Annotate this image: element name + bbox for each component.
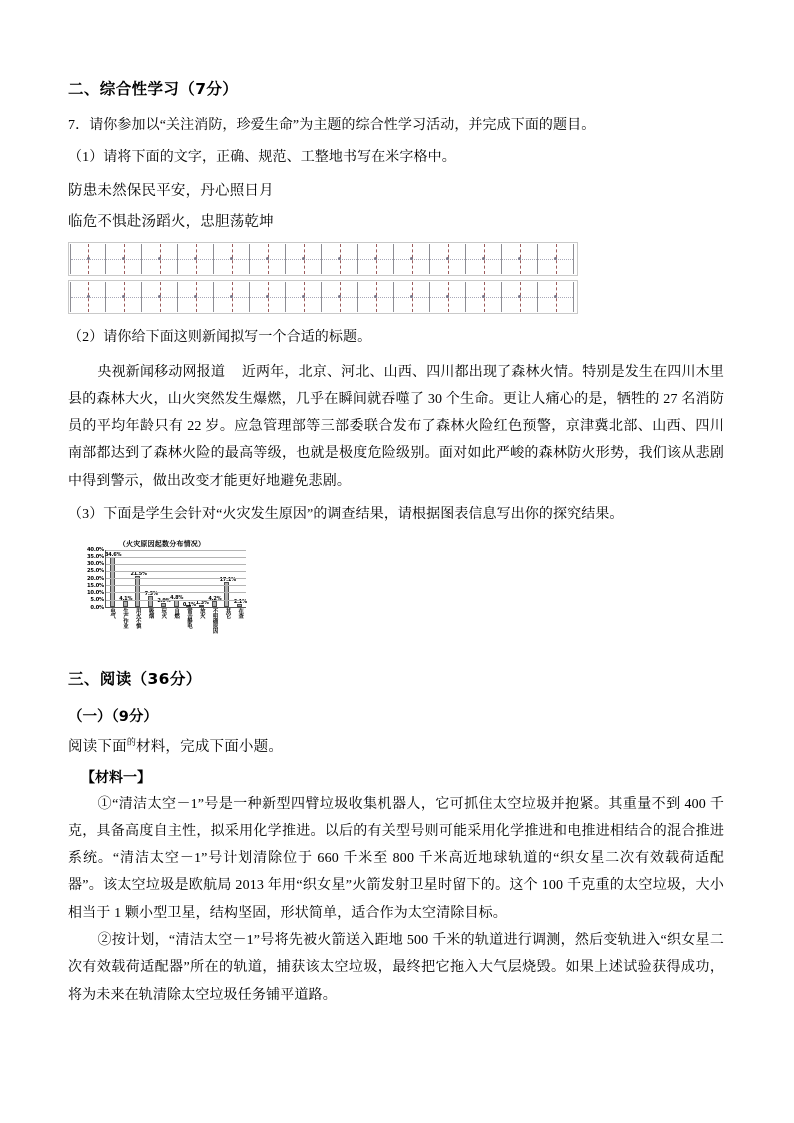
mizige-horizontal-line — [466, 297, 501, 298]
chart-x-tick-label: 电气 — [109, 607, 116, 618]
mizige-cell[interactable] — [466, 282, 502, 312]
mizige-vertical-line — [448, 282, 449, 312]
question-7-2-prompt: （2）请你给下面这则新闻拟写一个合适的标题。 — [68, 329, 372, 345]
chart-gridline — [106, 571, 246, 572]
mizige-horizontal-line — [358, 297, 393, 298]
chart-x-tick-label: 生产作业 — [121, 607, 128, 628]
section-3-part-1-heading: （一）（9分） — [68, 708, 158, 725]
mizige-center-dot — [410, 295, 413, 298]
mizige-horizontal-line — [394, 297, 429, 298]
mizige-center-dot — [122, 257, 125, 260]
chart-x-tick-label: 玩火 — [160, 607, 167, 618]
mizige-horizontal-line — [286, 297, 321, 298]
mizige-center-dot — [266, 257, 269, 260]
mizige-center-dot — [446, 257, 449, 260]
mizige-cell[interactable] — [502, 282, 538, 312]
mizige-cell[interactable] — [430, 282, 466, 312]
mizige-cell[interactable] — [214, 244, 250, 274]
chart-x-tick-label: 雷击静电 — [185, 607, 192, 628]
instruction-text-a: 阅读下面 — [68, 738, 127, 755]
news-source: 央视新闻移动网报道 — [97, 364, 226, 380]
mizige-cell[interactable] — [250, 282, 286, 312]
chart-x-tick-label: 其它 — [224, 607, 231, 618]
chart-bar-value-label: 17.1% — [219, 577, 236, 584]
mizige-horizontal-line — [502, 259, 537, 260]
chart-y-tick-label: 40.0% — [87, 546, 104, 553]
chart-x-tick-label: 放火 — [198, 607, 205, 618]
mizige-center-dot — [446, 295, 449, 298]
chart-gridline — [106, 578, 246, 579]
mizige-cell[interactable] — [358, 244, 394, 274]
chart-x-tick-label: 在查 — [237, 607, 244, 618]
section-3-heading: 三、阅读（36分） — [68, 669, 202, 688]
mizige-horizontal-line — [142, 297, 177, 298]
mizige-vertical-line — [376, 282, 377, 312]
instruction-text-b: 材料，完成下面小题。 — [136, 738, 284, 755]
mizige-horizontal-line — [142, 259, 177, 260]
mizige-center-dot — [338, 295, 341, 298]
chart-bar-value-label: 4.8% — [170, 594, 184, 601]
mizige-center-dot — [482, 257, 485, 260]
mizige-center-dot — [374, 257, 377, 260]
mizige-cell[interactable] — [466, 244, 502, 274]
mizige-vertical-line — [232, 282, 233, 312]
mizige-horizontal-line — [322, 297, 357, 298]
mizige-vertical-line — [484, 282, 485, 312]
chart-gridline — [106, 550, 246, 551]
mizige-center-dot — [230, 257, 233, 260]
mizige-vertical-line — [556, 244, 557, 274]
mizige-cell[interactable] — [286, 282, 322, 312]
mizige-center-dot — [194, 257, 197, 260]
mizige-horizontal-line — [322, 259, 357, 260]
mizige-center-dot — [374, 295, 377, 298]
chart-bar-value-label: 4.2% — [208, 595, 222, 602]
mizige-vertical-line — [304, 282, 305, 312]
couplet-line-1: 防患未然保民平安，丹心照日月 — [68, 182, 274, 199]
chart-plot-area — [78, 546, 247, 611]
mizige-horizontal-line — [502, 297, 537, 298]
chart-bar-value-label: 21.5% — [130, 571, 147, 578]
mizige-horizontal-line — [358, 259, 393, 260]
mizige-cell[interactable] — [286, 244, 322, 274]
mizige-cell[interactable] — [70, 244, 106, 274]
mizige-vertical-line — [520, 244, 521, 274]
mizige-row[interactable] — [68, 242, 578, 276]
mizige-center-dot — [122, 295, 125, 298]
mizige-horizontal-line — [106, 297, 141, 298]
mizige-vertical-line — [124, 282, 125, 312]
mizige-horizontal-line — [286, 259, 321, 260]
question-7-3-prompt: （3）下面是学生会针对“火灾发生原因”的调查结果，请根据图表信息写出你的探究结果。 — [68, 507, 624, 523]
mizige-horizontal-line — [178, 259, 213, 260]
mizige-cell[interactable] — [322, 244, 358, 274]
chart-bar-value-label: 1.3% — [195, 599, 209, 606]
mizige-vertical-line — [160, 282, 161, 312]
mizige-center-dot — [266, 295, 269, 298]
mizige-cell[interactable] — [106, 244, 142, 274]
chart-y-tick-label: 10.0% — [87, 590, 104, 597]
mizige-vertical-line — [88, 282, 89, 312]
chart-bar — [174, 600, 179, 607]
mizige-cell[interactable] — [430, 244, 466, 274]
chart-x-axis — [105, 608, 246, 640]
mizige-vertical-line — [376, 244, 377, 274]
chart-gridline — [106, 592, 246, 593]
mizige-center-dot — [554, 295, 557, 298]
mizige-vertical-line — [304, 244, 305, 274]
mizige-vertical-line — [196, 282, 197, 312]
superscript-de: 的 — [126, 737, 137, 748]
mizige-cell[interactable] — [322, 282, 358, 312]
material-one-tag: 【材料一】 — [81, 770, 151, 786]
mizige-vertical-line — [268, 282, 269, 312]
mizige-vertical-line — [232, 244, 233, 274]
question-7-stem: 7．请你参加以“关注消防，珍爱生命”为主题的综合性学习活动，并完成下面的题目。 — [68, 118, 596, 134]
mizige-horizontal-line — [106, 259, 141, 260]
mizige-center-dot — [518, 295, 521, 298]
chart-gridline — [106, 600, 246, 601]
chart-bar-value-label: 7.3% — [144, 591, 158, 598]
mizige-cell[interactable] — [142, 244, 178, 274]
mizige-cell[interactable] — [106, 282, 142, 312]
mizige-horizontal-line — [538, 297, 573, 298]
mizige-cell[interactable] — [214, 282, 250, 312]
mizige-vertical-line — [268, 244, 269, 274]
mizige-vertical-line — [88, 244, 89, 274]
material-paragraph-2 — [68, 927, 724, 1009]
mizige-horizontal-line — [250, 297, 285, 298]
mizige-center-dot — [554, 257, 557, 260]
mizige-horizontal-line — [466, 259, 501, 260]
chart-x-tick-label: 用火不慎 — [134, 607, 141, 628]
chart-y-axis — [78, 546, 105, 611]
chart-gridline — [106, 564, 246, 565]
section-2-heading: 二、综合性学习（7分） — [68, 80, 239, 98]
mizige-vertical-line — [412, 282, 413, 312]
mizige-vertical-line — [520, 282, 521, 312]
mizige-center-dot — [302, 295, 305, 298]
material-paragraph-1 — [68, 791, 724, 927]
chart-x-tick-label: 自燃 — [173, 607, 180, 618]
mizige-vertical-line — [412, 244, 413, 274]
chart-bar — [148, 596, 153, 606]
mizige-horizontal-line — [430, 259, 465, 260]
news-paragraph — [68, 359, 724, 495]
mizige-horizontal-line — [250, 259, 285, 260]
chart-gridline — [106, 585, 246, 586]
chart-bar-value-label: 34.6% — [104, 552, 122, 559]
chart-plot — [105, 550, 246, 608]
mizige-vertical-line — [124, 244, 125, 274]
chart-y-tick-label: 35.0% — [87, 553, 104, 560]
mizige-horizontal-line — [394, 259, 429, 260]
news-body: 近两年，北京、河北、山西、四川都出现了森林火情。特别是发生在四川木里县的森林大火，山火突然发生爆燃，几乎在瞬间就吞噬了 30 个生命。更让人痛心的是，牺牲的 27 名消防员的平均年龄只有 22 岁。应急管理部等三部委联合发布了森林火险红色预警，京津冀北部、山西、四川南部都达到了森林火险的最高等级，也就是极度危险级别。面对如此严峻的森林防火形势，我们该从悲剧中得到警示，做出改变才能更好地避免悲剧。 — [68, 364, 724, 489]
mizige-cell[interactable] — [394, 282, 430, 312]
mizige-horizontal-line — [538, 259, 573, 260]
mizige-cell[interactable] — [538, 282, 574, 312]
mizige-vertical-line — [448, 244, 449, 274]
mizige-horizontal-line — [214, 297, 249, 298]
mizige-center-dot — [482, 295, 485, 298]
mizige-center-dot — [87, 295, 90, 298]
chart-x-tick-label: 吸烟 — [147, 607, 154, 618]
mizige-cell[interactable] — [178, 244, 214, 274]
chart-bar-value-label: 4.1% — [119, 595, 133, 602]
chart-bar-value-label: 0.1% — [182, 601, 196, 608]
mizige-center-dot — [338, 257, 341, 260]
chart-y-tick-label: 30.0% — [87, 561, 104, 568]
mizige-horizontal-line — [71, 259, 105, 260]
chart-y-tick-label: 0.0% — [90, 604, 104, 611]
chart-y-tick-label: 25.0% — [87, 568, 104, 575]
chart-x-tick-label: 不明确原因 — [211, 607, 218, 633]
chart-gridline — [106, 557, 246, 558]
mizige-vertical-line — [484, 244, 485, 274]
mizige-center-dot — [230, 295, 233, 298]
mizige-horizontal-line — [430, 297, 465, 298]
mizige-center-dot — [158, 295, 161, 298]
mizige-vertical-line — [196, 244, 197, 274]
mizige-cell[interactable] — [178, 282, 214, 312]
mizige-vertical-line — [160, 244, 161, 274]
mizige-vertical-line — [340, 282, 341, 312]
chart-y-tick-label: 20.0% — [87, 575, 104, 582]
mizige-center-dot — [302, 257, 305, 260]
chart-y-tick-label: 5.0% — [90, 597, 104, 604]
mizige-grid — [68, 242, 724, 314]
mizige-center-dot — [410, 257, 413, 260]
mizige-cell[interactable] — [358, 282, 394, 312]
fire-cause-chart — [76, 536, 248, 640]
mizige-center-dot — [158, 257, 161, 260]
mizige-cell[interactable] — [538, 244, 574, 274]
mizige-cell[interactable] — [142, 282, 178, 312]
mizige-horizontal-line — [71, 297, 105, 298]
mizige-row[interactable] — [68, 280, 578, 314]
chart-bar — [135, 576, 140, 607]
mizige-cell[interactable] — [250, 244, 286, 274]
mizige-vertical-line — [556, 282, 557, 312]
mizige-cell[interactable] — [502, 244, 538, 274]
mizige-center-dot — [518, 257, 521, 260]
paragraph-2-text: ②按计划，“清洁太空－1”号将先被火箭送入距地 500 千米的轨道进行调测，然后变轨进入“织女星二次有效载荷适配器”所在的轨道，捕获该太空垃圾，最终把它拖入大气层烧毁。如果上述试验获得成功，将为未来在轨清除太空垃圾任务铺平道路。 — [68, 933, 724, 1003]
chart-bar-value-label: 2.9% — [157, 597, 171, 604]
mizige-horizontal-line — [214, 259, 249, 260]
mizige-horizontal-line — [178, 297, 213, 298]
question-7-1-prompt: （1）请将下面的文字，正确、规范、工整地书写在米字格中。 — [68, 149, 456, 165]
couplet-line-2: 临危不惧赴汤蹈火，忠胆荡乾坤 — [68, 214, 274, 231]
mizige-vertical-line — [340, 244, 341, 274]
paragraph-1-text: ①“清洁太空－1”号是一种新型四臂垃圾收集机器人，它可抓住太空垃圾并抱紧。其重量不到 400 千克，具备高度自主性，拟采用化学推进。以后的有关型号则可能采用化学推进和电推进相结合的混合推进系统。“清洁太空－1”号计划清除位于 660 千米至 800 千米高近地球轨道的“织女星二次有效载荷适配器”。该太空垃圾是欧航局 2013 年用“织女星”火箭发射卫星时留下的。这个 100 千克重的太空垃圾，大小相当于 1 颗小型卫星，结构坚固，形状简单，适合作为太空清除目标。 — [68, 796, 724, 921]
reading-instruction — [68, 735, 724, 760]
mizige-center-dot — [87, 257, 90, 260]
mizige-center-dot — [194, 295, 197, 298]
chart-title: （火灾原因起数分布情况） — [118, 539, 206, 548]
mizige-cell[interactable] — [394, 244, 430, 274]
mizige-cell[interactable] — [70, 282, 106, 312]
chart-bar-value-label: 2.1% — [233, 598, 247, 605]
chart-y-tick-label: 15.0% — [87, 582, 104, 589]
